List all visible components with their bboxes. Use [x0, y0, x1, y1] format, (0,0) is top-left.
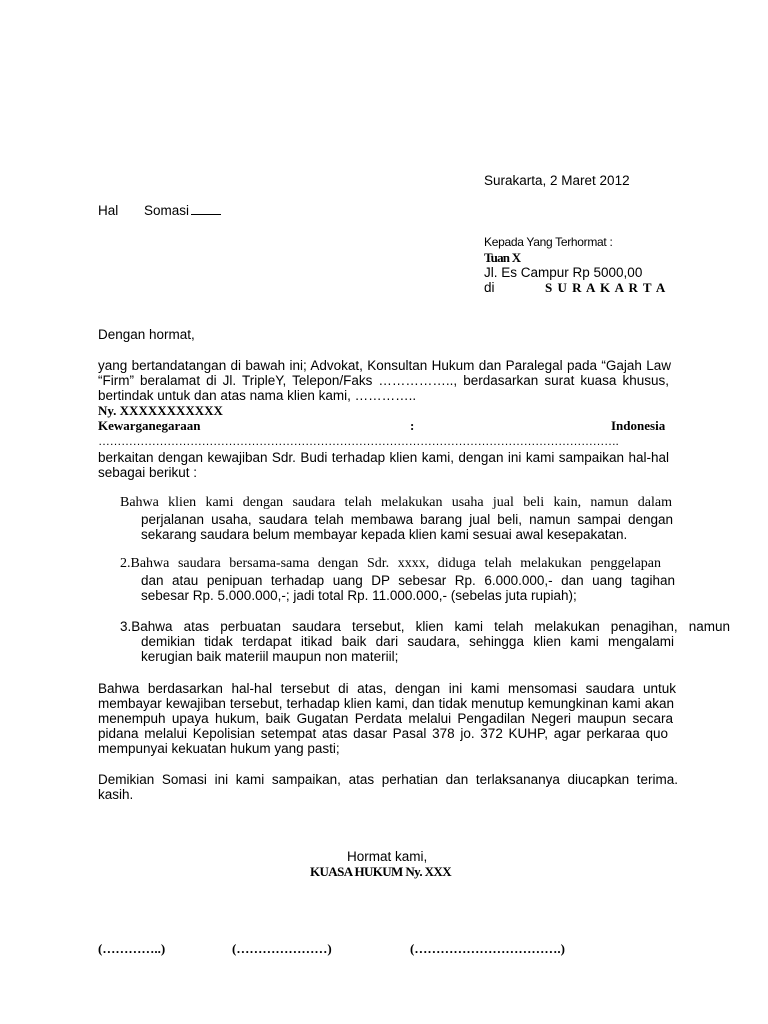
recipient-address: Jl. Es Campur Rp 5000,00: [484, 265, 643, 280]
citizenship-colon: :: [410, 418, 415, 433]
intro-line: bertindak untuk dan atas nama klien kami, …………..: [98, 388, 417, 403]
point-line: Bahwa klien kami dengan saudara telah melakukan usaha jual beli kain, namun dalam: [120, 495, 672, 510]
client-name: Ny. XXXXXXXXXXX: [98, 403, 223, 418]
signature-placeholder: (…………………………….): [410, 941, 565, 956]
citizenship-label: Kewarganegaraan: [98, 418, 201, 433]
conclusion-line: Bahwa berdasarkan hal-hal tersebut di atas, dengan ini kami mensomasi saudara untuk: [98, 681, 676, 696]
relation-line: sebagai berikut :: [98, 465, 198, 480]
subject-value: Somasi: [144, 203, 221, 218]
recipient-greeting: Kepada Yang Terhormat :: [484, 235, 613, 249]
regards: Hormat kami,: [347, 849, 428, 864]
point-line: perjalanan usaha, saudara telah membawa barang jual beli, namun sampai dengan: [141, 512, 673, 527]
relation-line: berkaitan dengan kewajiban Sdr. Budi terhadap klien kami, dengan ini kami sampaikan hal-hal: [98, 450, 669, 465]
closing-line: Demikian Somasi ini kami sampaikan, atas perhatian dan terlaksananya diucapkan terima.: [98, 772, 678, 787]
conclusion-line: menempuh upaya hukum, baik Gugatan Perdata melalui Pengadilan Negeri maupun secara: [98, 711, 673, 726]
intro-line: “Firm” beralamat di Jl. TripleY, Telepon/Faks …………….., berdasarkan surat kuasa khusus,: [98, 373, 669, 388]
conclusion-line: mempunyai kekuatan hukum yang pasti;: [98, 741, 340, 756]
recipient-city: S U R A K A R T A: [545, 280, 667, 295]
conclusion-line: membayar kewajiban tersebut, terhadap klien kami, dan tidak menutup kemungkinan kami akan: [98, 696, 674, 711]
point-line: sebesar Rp. 5.000.000,-; jadi total Rp. 11.000.000,- (sebelas juta rupiah);: [141, 588, 577, 603]
point-line: kerugian baik materiil maupun non materiil;: [141, 649, 399, 664]
point-line: 3.Bahwa atas perbuatan saudara tersebut, klien kami telah melakukan penagihan, namun: [120, 619, 730, 634]
recipient-di: di: [484, 280, 495, 295]
intro-line: yang bertandatangan di bawah ini; Advokat, Konsultan Hukum dan Paralegal pada “Gajah Law: [98, 358, 671, 373]
point-line: sekarang saudara belum membayar kepada klien kami sesuai awal kesepakatan.: [141, 527, 628, 542]
signature-placeholder: (…………………): [232, 941, 332, 956]
point-line: dan atau penipuan terhadap uang DP sebesar Rp. 6.000.000,- dan uang tagihan: [141, 573, 675, 588]
subject-label: Hal: [98, 203, 119, 218]
signature-placeholder: (…………..): [98, 941, 166, 956]
point-line: 2.Bahwa saudara bersama-sama dengan Sdr. xxxx, diduga telah melakukan penggelapan: [120, 556, 661, 571]
citizenship-value: Indonesia: [611, 418, 666, 433]
closing-line: kasih.: [98, 787, 134, 802]
dotted-line: ……………………………………………………………………………………………………………………….: [98, 434, 619, 448]
salutation: Dengan hormat,: [98, 327, 195, 342]
conclusion-line: pidana melalui Kepolisian setempat atas dasar Pasal 378 jo. 372 KUHP, agar perkaraa quo: [98, 726, 668, 741]
signatory: KUASA HUKUM Ny. XXX: [310, 864, 451, 879]
point-line: demikian tidak terdapat itikad baik dari saudara, sehingga klien kami mengalami: [141, 634, 674, 649]
letter-date: Surakarta, 2 Maret 2012: [484, 173, 630, 188]
recipient-name: Tuan X: [484, 250, 521, 265]
